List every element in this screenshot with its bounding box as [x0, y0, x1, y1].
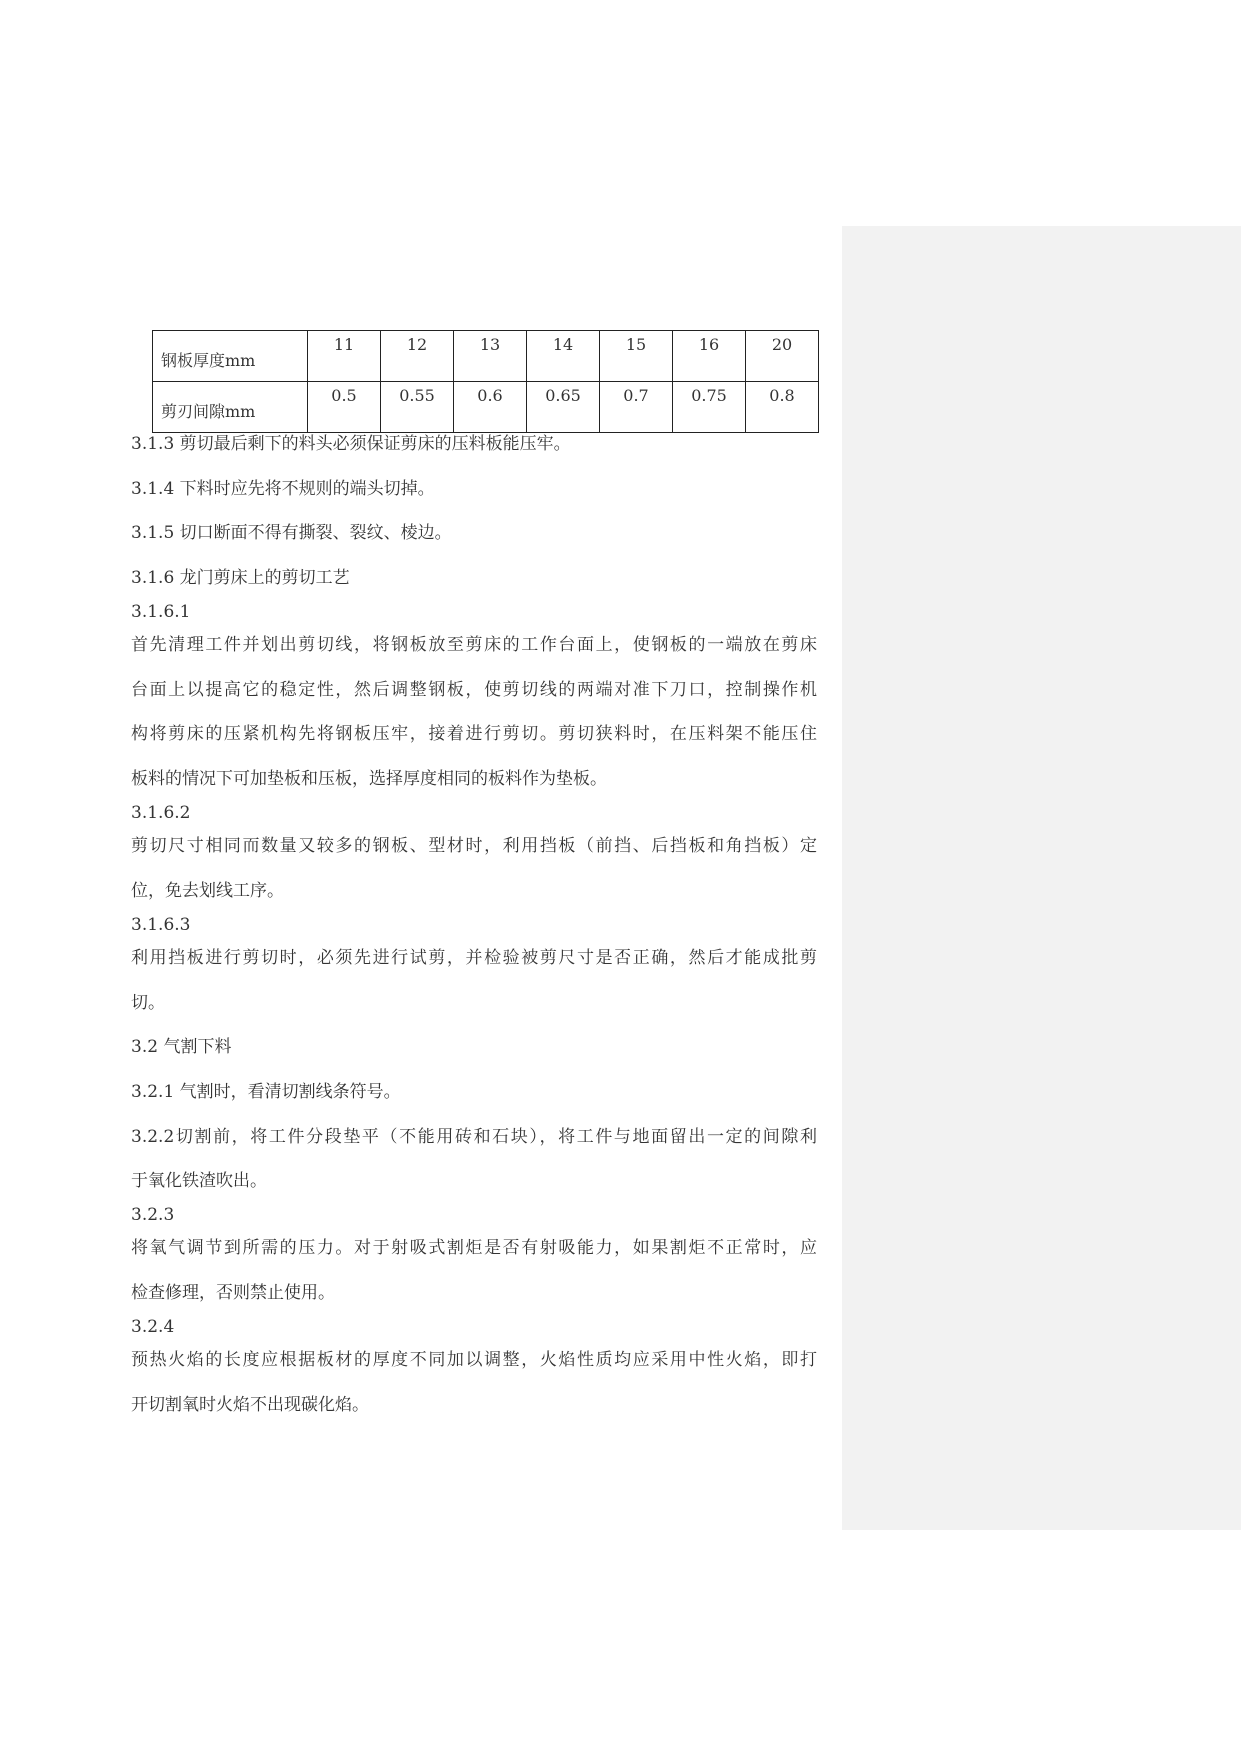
clause-number-3-1-6-1: 3.1.6.1 [131, 602, 191, 622]
paragraph-line: 利用挡板进行剪切时，必须先进行试剪，并检验被剪尺寸是否正确，然后才能成批剪 [131, 948, 817, 968]
paragraph-line: 位，免去划线工序。 [131, 881, 284, 901]
paragraph-line: 构将剪床的压紧机构先将钢板压牢，接着进行剪切。剪切狭料时，在压料架不能压住 [131, 724, 817, 744]
paragraph-line: 板料的情况下可加垫板和压板，选择厚度相同的板料作为垫板。 [131, 769, 607, 789]
table-cell: 0.8 [746, 382, 819, 433]
paragraph-line: 预热火焰的长度应根据板材的厚度不同加以调整，火焰性质均应采用中性火焰，即打 [131, 1350, 817, 1370]
table-cell: 0.55 [381, 382, 454, 433]
clause-number-3-1-6-3: 3.1.6.3 [131, 915, 191, 935]
table-cell: 0.6 [454, 382, 527, 433]
table-row-clearance [153, 382, 819, 433]
table-cell: 0.7 [600, 382, 673, 433]
paragraph-line: 开切割氧时火焰不出现碳化焰。 [131, 1395, 369, 1415]
table-row-thickness [153, 331, 819, 382]
paragraph-line: 剪切尺寸相同而数量又较多的钢板、型材时，利用挡板（前挡、后挡板和角挡板）定 [131, 836, 817, 856]
table-cell: 14 [527, 331, 600, 382]
table-cell: 0.65 [527, 382, 600, 433]
table-cell: 0.5 [308, 382, 381, 433]
table-cell: 12 [381, 331, 454, 382]
table-cell: 20 [746, 331, 819, 382]
comment-pane [842, 226, 1241, 1530]
paragraph-line: 检查修理，否则禁止使用。 [131, 1283, 335, 1303]
section-heading-3-1-6: 3.1.6 龙门剪床上的剪切工艺 [131, 568, 350, 588]
paragraph-line: 切。 [131, 993, 165, 1013]
table-cell: 16 [673, 331, 746, 382]
clause-number-3-1-6-2: 3.1.6.2 [131, 803, 191, 823]
section-heading-3-2: 3.2 气割下料 [131, 1037, 232, 1057]
shear-clearance-table [152, 330, 819, 433]
table-cell: 0.75 [673, 382, 746, 433]
paragraph-line: 于氧化铁渣吹出。 [131, 1171, 267, 1191]
paragraph-line: 台面上以提高它的稳定性，然后调整钢板，使剪切线的两端对准下刀口，控制操作机 [131, 680, 817, 700]
paragraph-line: 首先清理工件并划出剪切线，将钢板放至剪床的工作台面上，使钢板的一端放在剪床 [131, 635, 817, 655]
paragraph-line: 3.2.2切割前，将工件分段垫平（不能用砖和石块），将工件与地面留出一定的间隙利 [131, 1127, 817, 1147]
row-label: 钢板厚度mm [153, 331, 308, 382]
clause-3-1-4: 3.1.4 下料时应先将不规则的端头切掉。 [131, 479, 435, 499]
table-cell: 15 [600, 331, 673, 382]
clause-3-2-1: 3.2.1 气割时，看清切割线条符号。 [131, 1082, 401, 1102]
row-label: 剪刃间隙mm [153, 382, 308, 433]
paragraph-line: 将氧气调节到所需的压力。对于射吸式割炬是否有射吸能力，如果割炬不正常时，应 [131, 1238, 817, 1258]
table-cell: 11 [308, 331, 381, 382]
clause-number-3-2-4: 3.2.4 [131, 1317, 175, 1337]
clause-number-3-2-3: 3.2.3 [131, 1205, 175, 1225]
clause-3-1-3: 3.1.3 剪切最后剩下的料头必须保证剪床的压料板能压牢。 [131, 434, 571, 454]
clause-3-1-5: 3.1.5 切口断面不得有撕裂、裂纹、棱边。 [131, 523, 452, 543]
table-cell: 13 [454, 331, 527, 382]
